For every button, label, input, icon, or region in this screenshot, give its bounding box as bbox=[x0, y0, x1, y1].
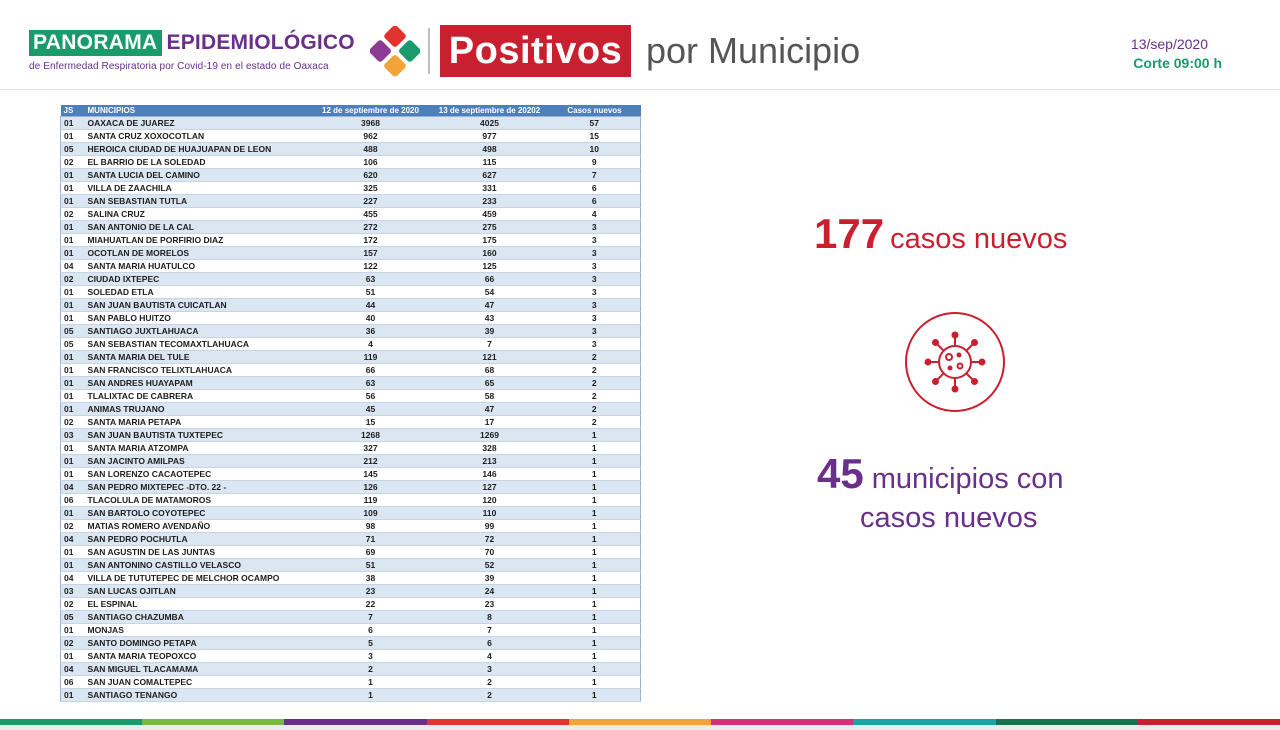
new-cases-number: 177 bbox=[814, 210, 885, 257]
municipio-cell: SANTA LUCIA DEL CAMINO bbox=[85, 169, 311, 182]
sep12-cell: 6 bbox=[311, 624, 431, 637]
casos-nuevos-cell: 1 bbox=[549, 455, 641, 468]
casos-nuevos-cell: 3 bbox=[549, 221, 641, 234]
sep13-cell: 977 bbox=[431, 130, 549, 143]
js-cell: 04 bbox=[61, 572, 85, 585]
casos-nuevos-cell: 1 bbox=[549, 520, 641, 533]
sep13-cell: 627 bbox=[431, 169, 549, 182]
municipio-cell: SANTA MARIA DEL TULE bbox=[85, 351, 311, 364]
js-cell: 04 bbox=[61, 481, 85, 494]
js-cell: 01 bbox=[61, 351, 85, 364]
casos-nuevos-cell: 1 bbox=[549, 533, 641, 546]
table-row bbox=[61, 572, 641, 585]
sep13-cell: 125 bbox=[431, 260, 549, 273]
sep12-cell: 122 bbox=[311, 260, 431, 273]
table-row bbox=[61, 117, 641, 130]
municipio-cell: MIAHUATLAN DE PORFIRIO DIAZ bbox=[85, 234, 311, 247]
municipio-cell: SANTIAGO CHAZUMBA bbox=[85, 611, 311, 624]
sep12-cell: 3968 bbox=[311, 117, 431, 130]
municipio-cell: SAN ANTONIO DE LA CAL bbox=[85, 221, 311, 234]
js-cell: 02 bbox=[61, 208, 85, 221]
table-row bbox=[61, 247, 641, 260]
table-row bbox=[61, 195, 641, 208]
municipio-cell: SANTA CRUZ XOXOCOTLAN bbox=[85, 130, 311, 143]
casos-nuevos-cell: 1 bbox=[549, 598, 641, 611]
casos-nuevos-cell: 1 bbox=[549, 494, 641, 507]
sep13-cell: 72 bbox=[431, 533, 549, 546]
js-cell: 01 bbox=[61, 117, 85, 130]
casos-nuevos-cell: 1 bbox=[549, 507, 641, 520]
municipalities-label-1: municipios con bbox=[871, 463, 1064, 495]
sep13-cell: 39 bbox=[431, 572, 549, 585]
sep12-cell: 157 bbox=[311, 247, 431, 260]
sep12-cell: 45 bbox=[311, 403, 431, 416]
sep12-cell: 106 bbox=[311, 156, 431, 169]
municipio-cell: SAN JACINTO AMILPAS bbox=[85, 455, 311, 468]
table-row bbox=[61, 494, 641, 507]
municipio-cell: SAN ANTONINO CASTILLO VELASCO bbox=[85, 559, 311, 572]
casos-nuevos-cell: 3 bbox=[549, 234, 641, 247]
sep13-cell: 233 bbox=[431, 195, 549, 208]
sep12-cell: 455 bbox=[311, 208, 431, 221]
js-cell: 05 bbox=[61, 143, 85, 156]
municipio-cell: SAN LORENZO CACAOTEPEC bbox=[85, 468, 311, 481]
js-cell: 02 bbox=[61, 520, 85, 533]
casos-nuevos-cell: 1 bbox=[549, 637, 641, 650]
casos-nuevos-cell: 1 bbox=[549, 572, 641, 585]
municipio-cell: EL ESPINAL bbox=[85, 598, 311, 611]
sep13-cell: 6 bbox=[431, 637, 549, 650]
table-row bbox=[61, 637, 641, 650]
municipio-cell: SAN JUAN COMALTEPEC bbox=[85, 676, 311, 689]
sep12-cell: 620 bbox=[311, 169, 431, 182]
sep12-cell: 38 bbox=[311, 572, 431, 585]
js-cell: 01 bbox=[61, 247, 85, 260]
js-cell: 01 bbox=[61, 559, 85, 572]
sep13-cell: 54 bbox=[431, 286, 549, 299]
js-cell: 05 bbox=[61, 611, 85, 624]
table-body bbox=[61, 117, 641, 702]
municipio-cell: ANIMAS TRUJANO bbox=[85, 403, 311, 416]
js-cell: 01 bbox=[61, 299, 85, 312]
table-row bbox=[61, 520, 641, 533]
table-row bbox=[61, 208, 641, 221]
municipio-cell: SANTIAGO JUXTLAHUACA bbox=[85, 325, 311, 338]
sep12-cell: 51 bbox=[311, 559, 431, 572]
municipio-cell: SOLEDAD ETLA bbox=[85, 286, 311, 299]
title-positivos: Positivos bbox=[440, 25, 631, 77]
table-row bbox=[61, 611, 641, 624]
sep13-cell: 459 bbox=[431, 208, 549, 221]
table-row bbox=[61, 325, 641, 338]
js-cell: 01 bbox=[61, 234, 85, 247]
sep12-cell: 3 bbox=[311, 650, 431, 663]
sep12-cell: 109 bbox=[311, 507, 431, 520]
table-row bbox=[61, 338, 641, 351]
header-sep13: 13 de septiembre de 20202 bbox=[431, 105, 549, 117]
table-row bbox=[61, 221, 641, 234]
casos-nuevos-cell: 3 bbox=[549, 260, 641, 273]
new-cases-summary bbox=[814, 210, 1067, 258]
casos-nuevos-cell: 15 bbox=[549, 130, 641, 143]
js-cell: 02 bbox=[61, 273, 85, 286]
municipio-cell: SAN ANDRES HUAYAPAM bbox=[85, 377, 311, 390]
table-row bbox=[61, 377, 641, 390]
sep12-cell: 5 bbox=[311, 637, 431, 650]
brand-subtitle: de Enfermedad Respiratoria por Covid-19 en el estado de Oaxaca bbox=[29, 61, 329, 72]
casos-nuevos-cell: 1 bbox=[549, 546, 641, 559]
casos-nuevos-cell: 6 bbox=[549, 182, 641, 195]
sep13-cell: 146 bbox=[431, 468, 549, 481]
municipalities-summary bbox=[817, 450, 1117, 535]
table-row bbox=[61, 416, 641, 429]
table-row bbox=[61, 130, 641, 143]
municipio-cell: SANTA MARIA HUATULCO bbox=[85, 260, 311, 273]
sep13-cell: 8 bbox=[431, 611, 549, 624]
casos-nuevos-cell: 2 bbox=[549, 351, 641, 364]
sep13-cell: 68 bbox=[431, 364, 549, 377]
municipalities-number: 45 bbox=[817, 450, 864, 497]
municipio-cell: SANTO DOMINGO PETAPA bbox=[85, 637, 311, 650]
table-row bbox=[61, 676, 641, 689]
casos-nuevos-cell: 1 bbox=[549, 650, 641, 663]
municipalities-label-2: casos nuevos bbox=[860, 502, 1038, 534]
js-cell: 01 bbox=[61, 650, 85, 663]
js-cell: 02 bbox=[61, 637, 85, 650]
sep13-cell: 52 bbox=[431, 559, 549, 572]
casos-nuevos-cell: 1 bbox=[549, 559, 641, 572]
sep12-cell: 488 bbox=[311, 143, 431, 156]
sep13-cell: 175 bbox=[431, 234, 549, 247]
sep13-cell: 7 bbox=[431, 338, 549, 351]
casos-nuevos-cell: 3 bbox=[549, 273, 641, 286]
sep13-cell: 1269 bbox=[431, 429, 549, 442]
casos-nuevos-cell: 1 bbox=[549, 611, 641, 624]
municipio-cell: OCOTLAN DE MORELOS bbox=[85, 247, 311, 260]
new-cases-label: casos nuevos bbox=[890, 223, 1068, 255]
casos-nuevos-cell: 9 bbox=[549, 156, 641, 169]
sep12-cell: 23 bbox=[311, 585, 431, 598]
sep13-cell: 39 bbox=[431, 325, 549, 338]
js-cell: 01 bbox=[61, 468, 85, 481]
table-row bbox=[61, 390, 641, 403]
municipio-cell: SAN MIGUEL TLACAMAMA bbox=[85, 663, 311, 676]
table-row bbox=[61, 689, 641, 702]
js-cell: 03 bbox=[61, 429, 85, 442]
casos-nuevos-cell: 2 bbox=[549, 403, 641, 416]
municipio-cell: SANTA MARIA TEOPOXCO bbox=[85, 650, 311, 663]
header-casos-nuevos: Casos nuevos bbox=[549, 105, 641, 117]
table-row bbox=[61, 429, 641, 442]
js-cell: 06 bbox=[61, 676, 85, 689]
table-row bbox=[61, 299, 641, 312]
municipio-cell: TLACOLULA DE MATAMOROS bbox=[85, 494, 311, 507]
sep13-cell: 70 bbox=[431, 546, 549, 559]
municipios-table bbox=[60, 105, 641, 702]
sep13-cell: 2 bbox=[431, 676, 549, 689]
sep13-cell: 115 bbox=[431, 156, 549, 169]
municipio-cell: SANTA MARIA PETAPA bbox=[85, 416, 311, 429]
report-date: 13/sep/2020 bbox=[1130, 36, 1208, 52]
table-row bbox=[61, 481, 641, 494]
municipio-cell: SAN JUAN BAUTISTA TUXTEPEC bbox=[85, 429, 311, 442]
sep13-cell: 47 bbox=[431, 403, 549, 416]
table-row bbox=[61, 546, 641, 559]
sep12-cell: 66 bbox=[311, 364, 431, 377]
js-cell: 06 bbox=[61, 494, 85, 507]
municipio-cell: MATIAS ROMERO AVENDAÑO bbox=[85, 520, 311, 533]
sep12-cell: 69 bbox=[311, 546, 431, 559]
sep12-cell: 272 bbox=[311, 221, 431, 234]
sep13-cell: 24 bbox=[431, 585, 549, 598]
sep13-cell: 275 bbox=[431, 221, 549, 234]
js-cell: 02 bbox=[61, 416, 85, 429]
table-row bbox=[61, 169, 641, 182]
municipio-cell: SAN PEDRO MIXTEPEC -DTO. 22 - bbox=[85, 481, 311, 494]
sep13-cell: 7 bbox=[431, 624, 549, 637]
sep12-cell: 227 bbox=[311, 195, 431, 208]
sep13-cell: 4025 bbox=[431, 117, 549, 130]
sep13-cell: 23 bbox=[431, 598, 549, 611]
casos-nuevos-cell: 3 bbox=[549, 286, 641, 299]
js-cell: 04 bbox=[61, 663, 85, 676]
table-row bbox=[61, 455, 641, 468]
sep12-cell: 172 bbox=[311, 234, 431, 247]
js-cell: 01 bbox=[61, 390, 85, 403]
sep12-cell: 119 bbox=[311, 494, 431, 507]
sep13-cell: 331 bbox=[431, 182, 549, 195]
table-row bbox=[61, 585, 641, 598]
js-cell: 01 bbox=[61, 403, 85, 416]
municipio-cell: SAN PABLO HUITZO bbox=[85, 312, 311, 325]
table-row bbox=[61, 598, 641, 611]
sep13-cell: 43 bbox=[431, 312, 549, 325]
table-row bbox=[61, 442, 641, 455]
sep12-cell: 962 bbox=[311, 130, 431, 143]
sep13-cell: 160 bbox=[431, 247, 549, 260]
js-cell: 04 bbox=[61, 533, 85, 546]
sep12-cell: 119 bbox=[311, 351, 431, 364]
casos-nuevos-cell: 1 bbox=[549, 624, 641, 637]
municipio-cell: SALINA CRUZ bbox=[85, 208, 311, 221]
js-cell: 01 bbox=[61, 689, 85, 702]
sep12-cell: 1 bbox=[311, 676, 431, 689]
casos-nuevos-cell: 3 bbox=[549, 338, 641, 351]
report-cutoff-time: Corte 09:00 h bbox=[1133, 55, 1222, 71]
virus-icon bbox=[904, 311, 1006, 413]
municipio-cell: CIUDAD IXTEPEC bbox=[85, 273, 311, 286]
sep13-cell: 213 bbox=[431, 455, 549, 468]
sep12-cell: 51 bbox=[311, 286, 431, 299]
sep13-cell: 110 bbox=[431, 507, 549, 520]
casos-nuevos-cell: 2 bbox=[549, 377, 641, 390]
municipio-cell: EL BARRIO DE LA SOLEDAD bbox=[85, 156, 311, 169]
table-row bbox=[61, 286, 641, 299]
casos-nuevos-cell: 2 bbox=[549, 416, 641, 429]
sep12-cell: 4 bbox=[311, 338, 431, 351]
js-cell: 01 bbox=[61, 169, 85, 182]
sep12-cell: 98 bbox=[311, 520, 431, 533]
casos-nuevos-cell: 1 bbox=[549, 689, 641, 702]
sep12-cell: 36 bbox=[311, 325, 431, 338]
js-cell: 02 bbox=[61, 156, 85, 169]
casos-nuevos-cell: 1 bbox=[549, 481, 641, 494]
municipio-cell: SAN SEBASTIAN TUTLA bbox=[85, 195, 311, 208]
table-row bbox=[61, 260, 641, 273]
js-cell: 04 bbox=[61, 260, 85, 273]
sep12-cell: 7 bbox=[311, 611, 431, 624]
table-row bbox=[61, 533, 641, 546]
municipio-cell: SANTIAGO TENANGO bbox=[85, 689, 311, 702]
sep13-cell: 328 bbox=[431, 442, 549, 455]
sep12-cell: 1268 bbox=[311, 429, 431, 442]
header-municipios: MUNICIPIOS bbox=[85, 105, 311, 117]
js-cell: 01 bbox=[61, 377, 85, 390]
sep13-cell: 17 bbox=[431, 416, 549, 429]
js-cell: 01 bbox=[61, 364, 85, 377]
municipio-cell: OAXACA DE JUAREZ bbox=[85, 117, 311, 130]
sep12-cell: 1 bbox=[311, 689, 431, 702]
casos-nuevos-cell: 1 bbox=[549, 663, 641, 676]
sep12-cell: 71 bbox=[311, 533, 431, 546]
js-cell: 01 bbox=[61, 221, 85, 234]
municipio-cell: SAN PEDRO POCHUTLA bbox=[85, 533, 311, 546]
sep12-cell: 2 bbox=[311, 663, 431, 676]
brand-epidemiologico: EPIDEMIOLÓGICO bbox=[166, 31, 355, 54]
js-cell: 02 bbox=[61, 598, 85, 611]
table-row bbox=[61, 663, 641, 676]
table-row bbox=[61, 559, 641, 572]
sep12-cell: 327 bbox=[311, 442, 431, 455]
municipio-cell: SAN AGUSTIN DE LAS JUNTAS bbox=[85, 546, 311, 559]
table-row bbox=[61, 182, 641, 195]
js-cell: 01 bbox=[61, 286, 85, 299]
casos-nuevos-cell: 7 bbox=[549, 169, 641, 182]
sep13-cell: 4 bbox=[431, 650, 549, 663]
js-cell: 01 bbox=[61, 130, 85, 143]
js-cell: 03 bbox=[61, 585, 85, 598]
casos-nuevos-cell: 2 bbox=[549, 390, 641, 403]
table-row bbox=[61, 156, 641, 169]
sep13-cell: 2 bbox=[431, 689, 549, 702]
sep13-cell: 120 bbox=[431, 494, 549, 507]
js-cell: 05 bbox=[61, 325, 85, 338]
sep12-cell: 40 bbox=[311, 312, 431, 325]
sep12-cell: 56 bbox=[311, 390, 431, 403]
sep12-cell: 63 bbox=[311, 273, 431, 286]
table-row bbox=[61, 273, 641, 286]
table-header-row bbox=[61, 105, 641, 117]
header-sep12: 12 de septiembre de 2020 bbox=[311, 105, 431, 117]
header-divider bbox=[428, 28, 430, 74]
sep12-cell: 212 bbox=[311, 455, 431, 468]
table-row bbox=[61, 364, 641, 377]
sep13-cell: 3 bbox=[431, 663, 549, 676]
municipio-cell: SANTA MARIA ATZOMPA bbox=[85, 442, 311, 455]
table-row bbox=[61, 351, 641, 364]
municipio-cell: TLALIXTAC DE CABRERA bbox=[85, 390, 311, 403]
casos-nuevos-cell: 1 bbox=[549, 429, 641, 442]
js-cell: 01 bbox=[61, 624, 85, 637]
table-row bbox=[61, 468, 641, 481]
table-row bbox=[61, 234, 641, 247]
municipio-cell: SAN JUAN BAUTISTA CUICATLAN bbox=[85, 299, 311, 312]
sep12-cell: 145 bbox=[311, 468, 431, 481]
sep12-cell: 325 bbox=[311, 182, 431, 195]
js-cell: 01 bbox=[61, 507, 85, 520]
sep13-cell: 121 bbox=[431, 351, 549, 364]
casos-nuevos-cell: 1 bbox=[549, 468, 641, 481]
js-cell: 01 bbox=[61, 455, 85, 468]
sep12-cell: 15 bbox=[311, 416, 431, 429]
table-row bbox=[61, 312, 641, 325]
municipio-cell: SAN BARTOLO COYOTEPEC bbox=[85, 507, 311, 520]
js-cell: 01 bbox=[61, 312, 85, 325]
casos-nuevos-cell: 6 bbox=[549, 195, 641, 208]
casos-nuevos-cell: 1 bbox=[549, 676, 641, 689]
sep12-cell: 44 bbox=[311, 299, 431, 312]
js-cell: 01 bbox=[61, 546, 85, 559]
sep13-cell: 66 bbox=[431, 273, 549, 286]
table-row bbox=[61, 403, 641, 416]
municipio-cell: HEROICA CIUDAD DE HUAJUAPAN DE LEON bbox=[85, 143, 311, 156]
casos-nuevos-cell: 1 bbox=[549, 442, 641, 455]
sep13-cell: 65 bbox=[431, 377, 549, 390]
casos-nuevos-cell: 3 bbox=[549, 247, 641, 260]
header-rule bbox=[0, 89, 1280, 90]
casos-nuevos-cell: 3 bbox=[549, 325, 641, 338]
municipio-cell: SAN LUCAS OJITLAN bbox=[85, 585, 311, 598]
municipio-cell: MONJAS bbox=[85, 624, 311, 637]
table-row bbox=[61, 507, 641, 520]
sep12-cell: 22 bbox=[311, 598, 431, 611]
brand-panorama: PANORAMA bbox=[29, 30, 162, 56]
sep13-cell: 498 bbox=[431, 143, 549, 156]
sep13-cell: 58 bbox=[431, 390, 549, 403]
municipio-cell: VILLA DE TUTUTEPEC DE MELCHOR OCAMPO bbox=[85, 572, 311, 585]
brand-block bbox=[29, 30, 355, 72]
js-cell: 01 bbox=[61, 182, 85, 195]
table-row bbox=[61, 650, 641, 663]
casos-nuevos-cell: 3 bbox=[549, 312, 641, 325]
sep13-cell: 47 bbox=[431, 299, 549, 312]
municipio-cell: SAN SEBASTIAN TECOMAXTLAHUACA bbox=[85, 338, 311, 351]
municipio-cell: VILLA DE ZAACHILA bbox=[85, 182, 311, 195]
sep12-cell: 63 bbox=[311, 377, 431, 390]
casos-nuevos-cell: 1 bbox=[549, 585, 641, 598]
header-js: JS bbox=[61, 105, 85, 117]
sep13-cell: 99 bbox=[431, 520, 549, 533]
js-cell: 01 bbox=[61, 195, 85, 208]
js-cell: 01 bbox=[61, 442, 85, 455]
table-row bbox=[61, 624, 641, 637]
casos-nuevos-cell: 3 bbox=[549, 299, 641, 312]
js-cell: 05 bbox=[61, 338, 85, 351]
casos-nuevos-cell: 10 bbox=[549, 143, 641, 156]
sep13-cell: 127 bbox=[431, 481, 549, 494]
casos-nuevos-cell: 57 bbox=[549, 117, 641, 130]
casos-nuevos-cell: 4 bbox=[549, 208, 641, 221]
panorama-logo-icon bbox=[370, 26, 420, 76]
footer-band bbox=[0, 725, 1280, 730]
sep12-cell: 126 bbox=[311, 481, 431, 494]
title-por-municipio: por Municipio bbox=[646, 30, 861, 71]
casos-nuevos-cell: 2 bbox=[549, 364, 641, 377]
table-row bbox=[61, 143, 641, 156]
municipio-cell: SAN FRANCISCO TELIXTLAHUACA bbox=[85, 364, 311, 377]
